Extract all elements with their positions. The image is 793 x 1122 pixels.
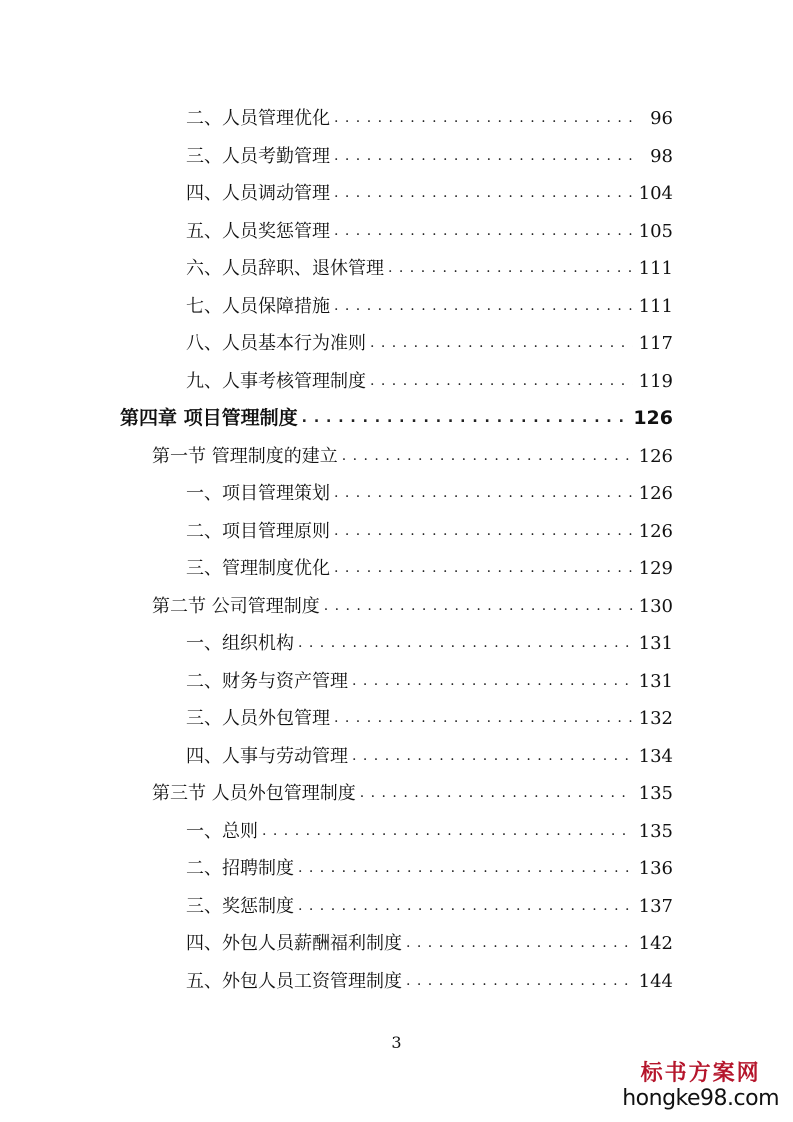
toc-leader-dots [298,625,633,662]
toc-entry-item [186,925,673,962]
toc-entry-title: 三、管理制度优化 [186,558,330,579]
toc-entry-title: 二、人员管理优化 [186,108,330,129]
toc-entry-page: 134 [638,745,673,767]
toc-leader-dots [352,738,633,775]
toc-entry-title: 七、人员保障措施 [186,295,330,317]
toc-entry-title: 五、人员奖惩管理 [186,220,330,242]
toc-leader-dots [370,325,633,362]
toc-entry-title: 三、人员外包管理 [186,708,330,729]
toc-leader-dots [406,925,633,962]
toc-entry-title: 一、组织机构 [186,633,294,654]
toc-entry-item [186,100,673,137]
toc-entry-item [186,625,673,662]
toc-entry-page: 132 [638,708,673,729]
toc-entry-item [186,325,673,362]
toc-entry-title: 第三节 人员外包管理制度 [152,783,356,804]
toc-entry-page: 96 [650,108,673,129]
toc-entry-item [186,250,673,287]
toc-leader-dots [334,288,633,325]
toc-entry-title: 二、招聘制度 [186,858,294,879]
toc-leader-dots [334,700,633,737]
toc-entry-item [186,213,673,250]
toc-leader-dots [388,250,633,287]
toc-entry-title: 四、外包人员薪酬福利制度 [186,933,402,954]
toc-leader-dots [298,888,633,925]
toc-entry-title: 五、外包人员工资管理制度 [186,970,402,992]
page-number: 3 [391,1033,402,1052]
watermark-logo [622,1062,779,1112]
toc-entry-page: 111 [638,295,673,317]
toc-entry-section [152,588,673,625]
toc-entry-page: 126 [638,520,673,542]
toc-entry-page: 98 [650,145,673,167]
toc-entry-page: 135 [638,820,673,842]
toc-leader-dots [334,475,633,512]
toc-entry-page: 119 [638,370,673,392]
toc-entry-title: 三、奖惩制度 [186,895,294,917]
toc-leader-dots [370,363,633,400]
toc-entry-item [186,138,673,175]
toc-leader-dots [262,813,633,850]
toc-entry-item [186,700,673,737]
toc-leader-dots [302,400,628,437]
toc-entry-page: 126 [638,445,673,467]
toc-entry-item [186,363,673,400]
toc-entry-title: 一、总则 [186,820,258,842]
toc-entry-title: 三、人员考勤管理 [186,145,330,167]
toc-entry-page: 104 [638,183,673,204]
toc-entry-page: 126 [633,407,673,429]
toc-leader-dots [352,663,633,700]
toc-leader-dots [334,138,633,175]
toc-entry-page: 131 [638,670,673,692]
toc-leader-dots [334,550,633,587]
toc-entry-title: 第一节 管理制度的建立 [152,445,338,467]
toc-entry-section [152,438,673,475]
toc-entry-page: 144 [638,970,673,992]
toc-entry-item [186,888,673,925]
toc-entry-item [186,513,673,550]
toc-entry-title: 八、人员基本行为准则 [186,333,366,354]
toc-entry-title: 第二节 公司管理制度 [152,595,320,617]
toc-entry-title: 二、财务与资产管理 [186,670,348,692]
toc-entry-section [152,775,673,812]
toc-leader-dots [342,438,633,475]
toc-entry-page: 135 [638,783,673,804]
toc-entry-item [186,738,673,775]
toc-entry-page: 131 [638,633,673,654]
toc-leader-dots [334,100,633,137]
toc-entry-item [186,288,673,325]
toc-entry-title: 二、项目管理原则 [186,520,330,542]
toc-entry-page: 137 [638,895,673,917]
toc-entry-item [186,663,673,700]
toc-entry-title: 第四章 项目管理制度 [120,407,298,429]
toc-leader-dots [298,850,633,887]
toc-entry-title: 一、项目管理策划 [186,483,330,504]
toc-entry-title: 四、人事与劳动管理 [186,745,348,767]
toc-entry-item [186,475,673,512]
watermark-url: hongke98.com [622,1086,779,1111]
toc-entry-item [186,813,673,850]
toc-leader-dots [324,588,633,625]
toc-leader-dots [360,775,633,812]
toc-entry-title: 六、人员辞职、退休管理 [186,258,384,279]
toc-entry-page: 117 [638,333,673,354]
toc-leader-dots [334,175,633,212]
toc-entry-chapter [120,400,673,437]
toc-entry-item [186,550,673,587]
toc-entry-page: 126 [638,483,673,504]
toc-entry-item [186,963,673,1000]
toc-entry-page: 142 [638,933,673,954]
toc-entry-page: 111 [638,258,673,279]
toc-leader-dots [334,213,633,250]
toc-entry-item [186,850,673,887]
toc-entry-page: 129 [638,558,673,579]
toc-entry-title: 四、人员调动管理 [186,183,330,204]
toc-entry-page: 105 [638,220,673,242]
toc-entry-page: 136 [638,858,673,879]
watermark-site-name: 标书方案网 [640,1061,761,1086]
toc-leader-dots [406,963,633,1000]
toc-entry-title: 九、人事考核管理制度 [186,370,366,392]
toc-entry-item [186,175,673,212]
toc-leader-dots [334,513,633,550]
toc-entry-page: 130 [638,595,673,617]
